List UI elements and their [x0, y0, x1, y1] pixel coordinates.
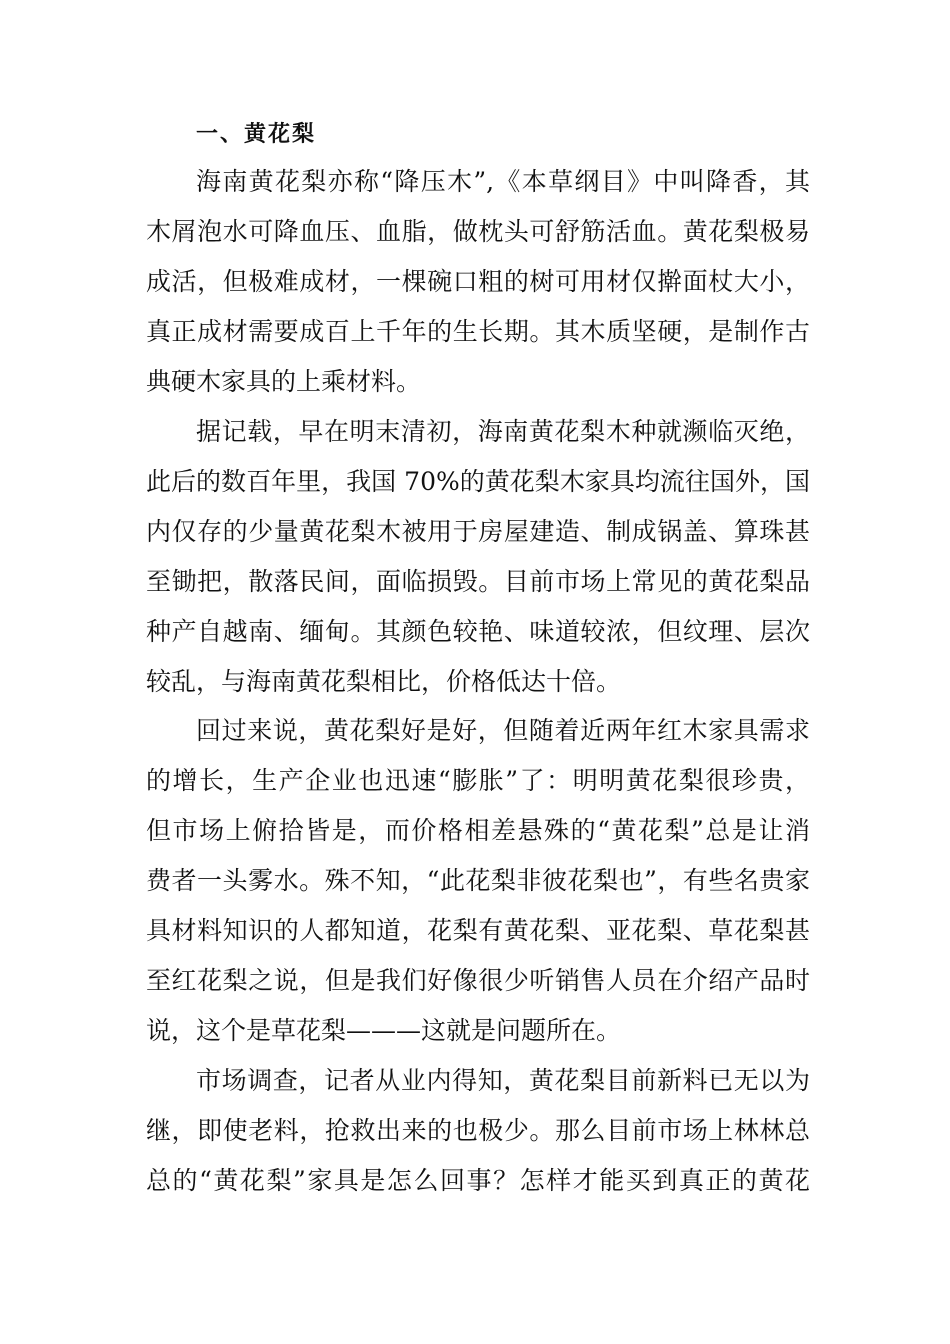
text-line: 木屑泡水可降血压、血脂，做枕头可舒筋活血。黄花梨极易 — [146, 217, 810, 246]
text-line: 但市场上俯拾皆是，而价格相差悬殊的“黄花梨”总是让消 — [146, 816, 810, 845]
text-line: 说，这个是草花梨———这就是问题所在。 — [146, 1016, 622, 1045]
text-line: 内仅存的少量黄花梨木被用于房屋建造、制成锅盖、算珠甚 — [146, 517, 810, 546]
text-line: 的增长，生产企业也迅速“膨胀”了：明明黄花梨很珍贵， — [146, 766, 810, 795]
text-line: 较乱，与海南黄花梨相比，价格低达十倍。 — [146, 667, 622, 696]
text-line: 具材料知识的人都知道，花梨有黄花梨、亚花梨、草花梨甚 — [146, 916, 810, 945]
text-line: 市场调查，记者从业内得知，黄花梨目前新料已无以为 — [196, 1066, 810, 1095]
paragraph-4 — [146, 1056, 810, 1206]
text-line: 此后的数百年里，我国 70%的黄花梨木家具均流往国外，国 — [146, 467, 810, 496]
text-line: 种产自越南、缅甸。其颜色较艳、味道较浓，但纹理、层次 — [146, 617, 810, 646]
text-line: 至红花梨之说，但是我们好像很少听销售人员在介绍产品时 — [146, 966, 810, 995]
text-line: 典硬木家具的上乘材料。 — [146, 367, 422, 396]
text-line: 据记载，早在明末清初，海南黄花梨木种就濒临灭绝， — [196, 417, 810, 446]
paragraph-1 — [146, 157, 810, 407]
text-line: 费者一头雾水。殊不知，“此花梨非彼花梨也”，有些名贵家 — [146, 866, 810, 895]
text-line: 继，即使老料，抢救出来的也极少。那么目前市场上林林总 — [146, 1116, 810, 1145]
text-line: 真正成材需要成百上千年的生长期。其木质坚硬，是制作古 — [146, 317, 810, 346]
text-line: 回过来说，黄花梨好是好，但随着近两年红木家具需求 — [196, 716, 810, 745]
text-line: 海南黄花梨亦称“降压木”,《本草纲目》中叫降香，其 — [196, 167, 810, 196]
paragraph-3 — [146, 706, 810, 1056]
text-line: 至锄把，散落民间，面临损毁。目前市场上常见的黄花梨品 — [146, 567, 810, 596]
text-line: 总的“黄花梨”家具是怎么回事？怎样才能买到真正的黄花 — [146, 1166, 810, 1195]
paragraph-2 — [146, 407, 810, 707]
text-line: 成活，但极难成材，一棵碗口粗的树可用材仅擀面杖大小， — [146, 267, 810, 296]
section-heading: 一、黄花梨 — [196, 121, 317, 147]
